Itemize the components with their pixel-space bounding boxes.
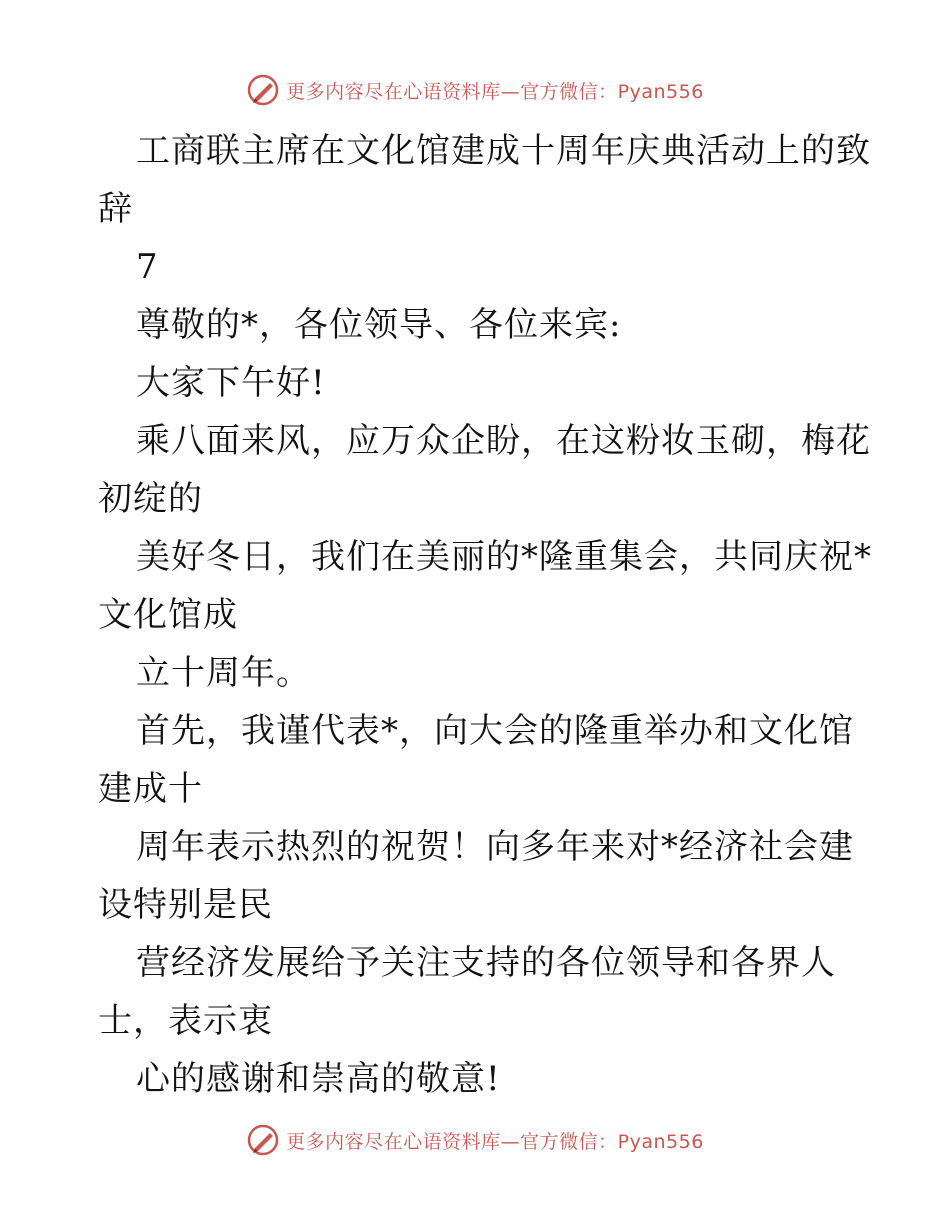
document-body (98, 122, 872, 1108)
pen-logo-icon (246, 1123, 280, 1157)
text-line: 士，表示衷 (98, 1001, 273, 1041)
text-line: 初绽的 (98, 479, 203, 519)
text-line: 建成十 (98, 769, 203, 809)
text-line: 立十周年。 (136, 653, 311, 693)
footer-watermark-banner (0, 1120, 950, 1160)
footer-watermark-text: 更多内容尽在心语资料库—官方微信：Pyan556 (286, 1130, 704, 1153)
text-line: 辞 (98, 189, 133, 229)
text-line: 工商联主席在文化馆建成十周年庆典活动上的致 (136, 131, 871, 171)
header-watermark-banner (0, 70, 950, 110)
text-line: 乘八面来风，应万众企盼，在这粉妆玉砌，梅花 (136, 421, 871, 461)
text-line: 美好冬日，我们在美丽的*隆重集会，共同庆祝* (136, 537, 872, 577)
header-watermark-text: 更多内容尽在心语资料库—官方微信：Pyan556 (286, 80, 704, 103)
text-line: 大家下午好! (136, 363, 326, 403)
text-line: 首先，我谨代表*，向大会的隆重举办和文化馆 (136, 711, 854, 751)
text-line: 周年表示热烈的祝贺！向多年来对*经济社会建 (136, 827, 854, 867)
pen-logo-icon (246, 73, 280, 107)
text-line: 尊敬的*，各位领导、各位来宾: (136, 305, 622, 345)
text-line: 设特别是民 (98, 885, 273, 925)
text-line: 7 (136, 247, 159, 287)
text-line: 文化馆成 (98, 595, 238, 635)
text-line: 心的感谢和崇高的敬意! (136, 1059, 501, 1099)
text-line: 营经济发展给予关注支持的各位领导和各界人 (136, 943, 836, 983)
